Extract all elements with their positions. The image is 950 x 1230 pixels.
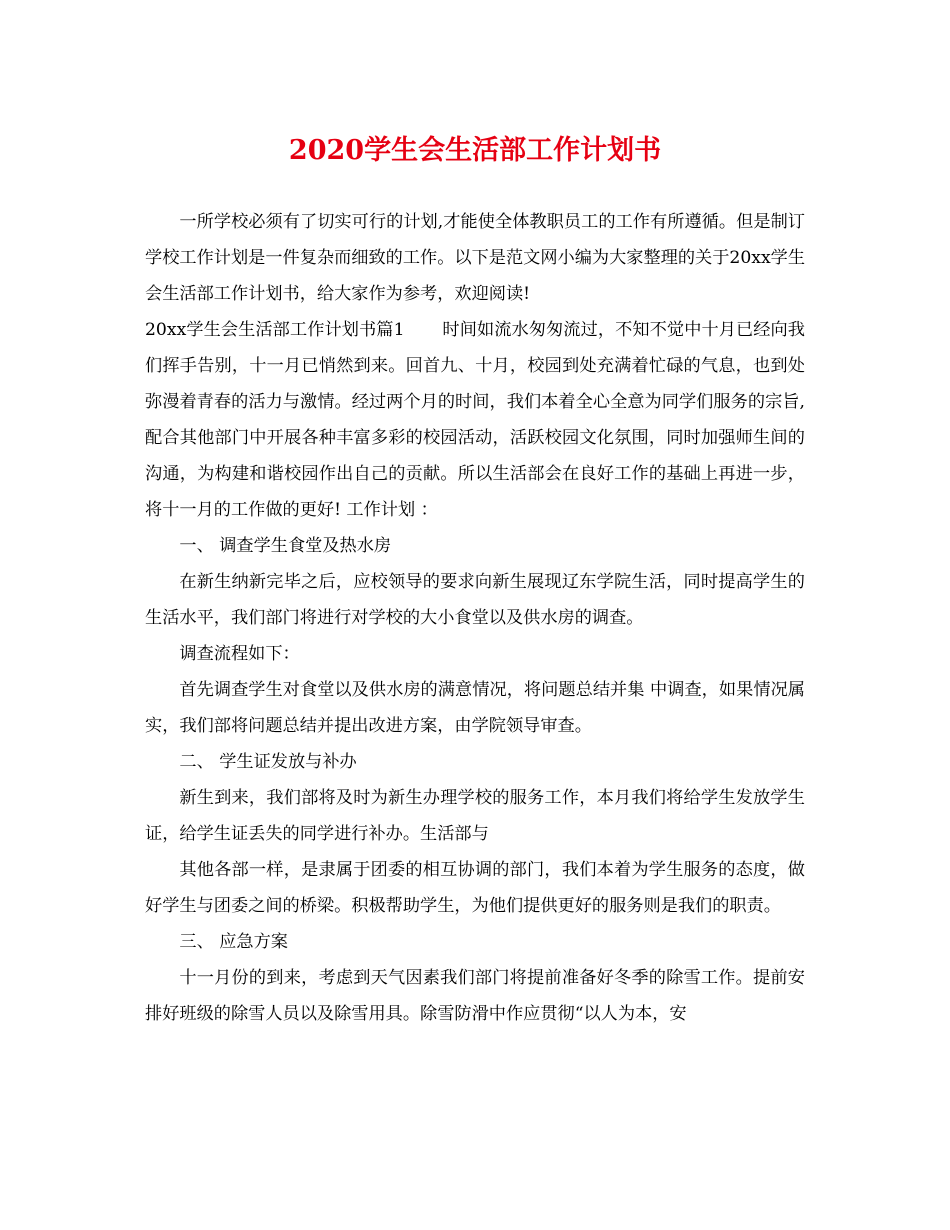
section2-paragraph-1: 新生到来，我们部将及时为新生办理学校的服务工作，本月我们将给学生发放学生证，给学生证丢失的同学进行补办。生活部与 bbox=[145, 788, 805, 844]
section-heading-3: 三、 应急方案 bbox=[179, 932, 288, 952]
section1-paragraph-1: 在新生纳新完毕之后，应校领导的要求向新生展现辽东学院生活，同时提高学生的生活水平，我们部门将进行对学校的大小食堂以及供水房的调查。 bbox=[145, 572, 805, 628]
section-heading-1: 一、 调查学生食堂及热水房 bbox=[179, 536, 392, 556]
intro-paragraph: 一所学校必须有了切实可行的计划,才能使全体教职员工的工作有所遵循。但是制订学校工作计划是一件复杂而细致的工作。以下是范文网小编为大家整理的关于20xx学生会生活部工作计划书，给大家作为参考，欢迎阅读! bbox=[145, 212, 806, 304]
section1-paragraph-2: 调查流程如下： bbox=[179, 644, 300, 664]
document-title: 2020学生会生活部工作计划书 bbox=[288, 135, 662, 166]
document-body bbox=[145, 204, 805, 1032]
article-paragraph bbox=[145, 312, 805, 528]
article-label: 20xx学生会生活部工作计划书篇1 bbox=[145, 320, 405, 340]
section3-paragraph-1: 十一月份的到来，考虑到天气因素我们部门将提前准备好冬季的除雪工作。提前安排好班级的除雪人员以及除雪用具。除雪防滑中作应贯彻“以人为本，安 bbox=[145, 968, 805, 1024]
section1-paragraph-3: 首先调查学生对食堂以及供水房的满意情况，将问题总结并集 中调查，如果情况属实，我们部将问题总结并提出改进方案，由学院领导审查。 bbox=[145, 680, 805, 736]
article-text: 时间如流水匆匆流过，不知不觉中十月已经向我们挥手告别，十一月已悄然到来。回首九、十月，校园到处充满着忙碌的气息，也到处弥漫着青春的活力与激情。经过两个月的时间，我们本着全心全意为同学们服务的宗旨,配合其他部门中开展各种丰富多彩的校园活动，活跃校园文化氛围，同时加强师生间的沟通，为构建和谐校园作出自己的贡献。所以生活部会在良好工作的基础上再进一步，将十一月的工作做的更好! 工作计划 ： bbox=[145, 320, 805, 520]
section2-paragraph-2: 其他各部一样，是隶属于团委的相互协调的部门，我们本着为学生服务的态度，做好学生与团委之间的桥梁。积极帮助学生，为他们提供更好的服务则是我们的职责。 bbox=[145, 860, 805, 916]
section-heading-2: 二、 学生证发放与补办 bbox=[179, 752, 357, 772]
